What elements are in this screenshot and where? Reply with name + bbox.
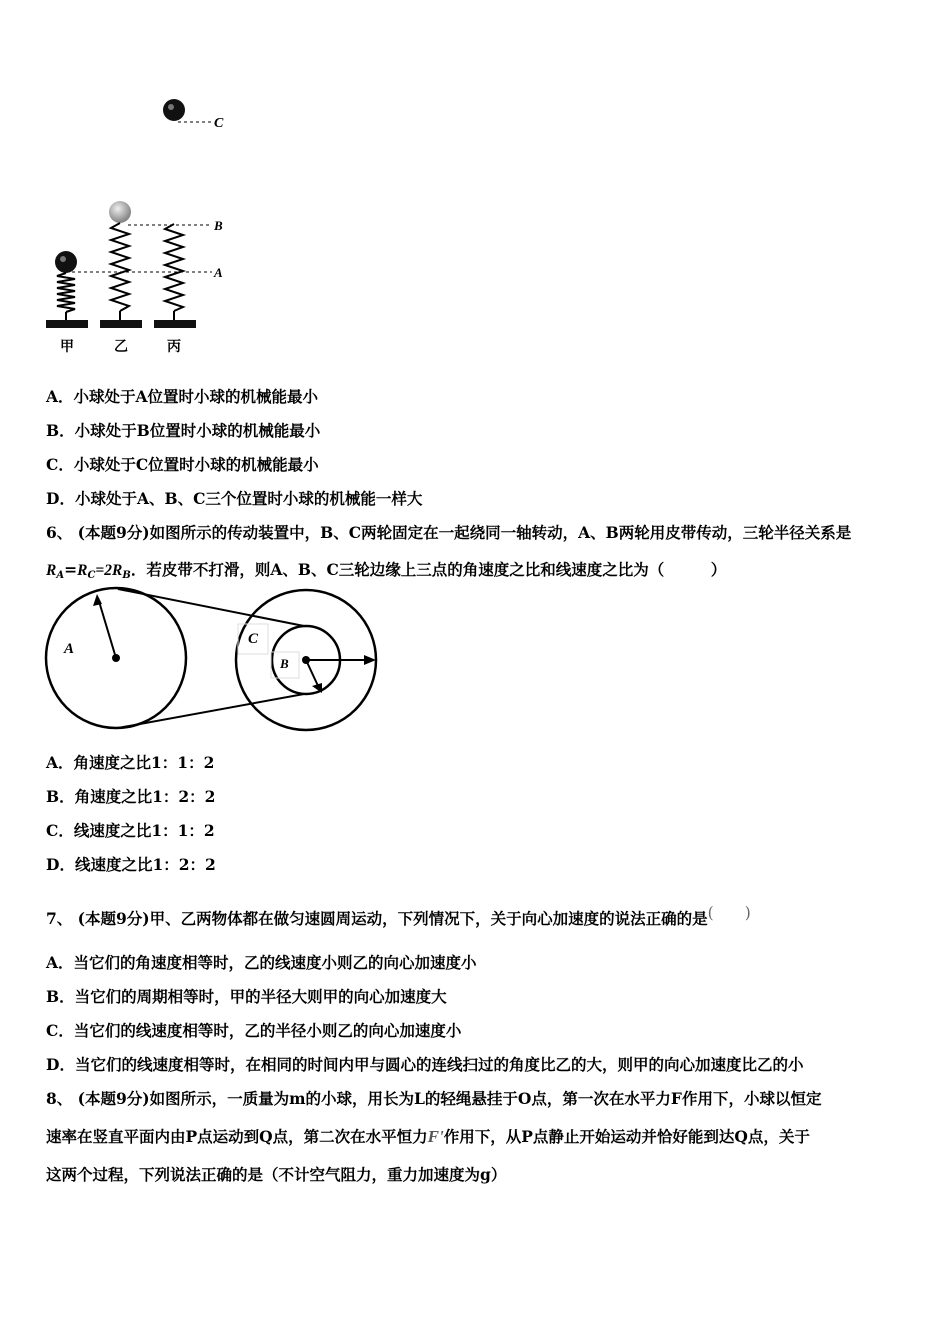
q8-line3: 这两个过程，下列说法正确的是（不计空气阻力，重力加速度为g） — [46, 1165, 507, 1184]
q6-option-d: D．线速度之比1：2：2 — [46, 855, 216, 874]
svg-text:B: B — [280, 656, 289, 671]
spring-yi — [100, 201, 142, 328]
q8-line2: 速率在竖直平面内由P点运动到Q点，第二次在水平恒力F'作用下，从P点静止开始运动并恰好能到达Q点，关于 — [46, 1127, 810, 1146]
ball-c — [163, 99, 185, 121]
q7-stem: 7、 (本题9分)甲、乙两物体都在做匀速圆周运动，下列情况下，关于向心加速度的说法正确的是( ) — [46, 904, 751, 928]
svg-text:A: A — [64, 641, 75, 657]
q5-option-c: C．小球处于C位置时小球的机械能最小 — [46, 455, 319, 474]
q5-option-a: A．小球处于A位置时小球的机械能最小 — [46, 387, 319, 406]
q5-option-b: B．小球处于B位置时小球的机械能最小 — [46, 421, 321, 440]
q6-stem-line1: 6、 (本题9分)如图所示的传动装置中，B、C两轮固定在一起绕同一轴转动，A、B两轮用皮带传动，三轮半径关系是 — [46, 523, 852, 542]
q8-force-symbol: F' — [427, 1127, 444, 1146]
q5-option-d: D．小球处于A、B、C三个位置时小球的机械能一样大 — [46, 489, 423, 508]
wheel-figure — [46, 588, 376, 730]
q8-line1: 8、 (本题9分)如图所示，一质量为m的小球，用长为L的轻绳悬挂于O点，第一次在水平力F作用下，小球以恒定 — [46, 1089, 822, 1108]
spring-bing — [154, 224, 196, 328]
q7-option-a: A．当它们的角速度相等时，乙的线速度小则乙的向心加速度小 — [46, 953, 477, 972]
q6-option-a: A．角速度之比1：1：2 — [46, 753, 215, 772]
q7-option-b: B．当它们的周期相等时，甲的半径大则甲的向心加速度大 — [46, 987, 447, 1006]
q6-option-c: C．线速度之比1：1：2 — [46, 821, 215, 840]
q7-option-c: C．当它们的线速度相等时，乙的半径小则乙的向心加速度小 — [46, 1021, 462, 1040]
q6-option-b: B．角速度之比1：2：2 — [46, 787, 216, 806]
q6-stem-line2: $R_A=R_C=2R_B$．若皮带不打滑，则A、B、C三轮边缘上三点的角速度之比和线速度之比为（ ） — [46, 560, 727, 581]
label-bing: 丙 — [167, 339, 181, 355]
label-b: B — [214, 218, 223, 233]
label-yi: 乙 — [114, 339, 128, 355]
label-a: A — [214, 265, 223, 280]
q7-bracket: ( ) — [707, 904, 751, 922]
label-jia: 甲 — [60, 339, 74, 355]
q7-option-d: D．当它们的线速度相等时，在相同的时间内甲与圆心的连线扫过的角度比乙的大，则甲的向心加速度比乙的小 — [46, 1055, 804, 1074]
spring-jia — [46, 251, 88, 328]
label-c: C — [214, 116, 224, 131]
svg-text:C: C — [248, 631, 259, 647]
